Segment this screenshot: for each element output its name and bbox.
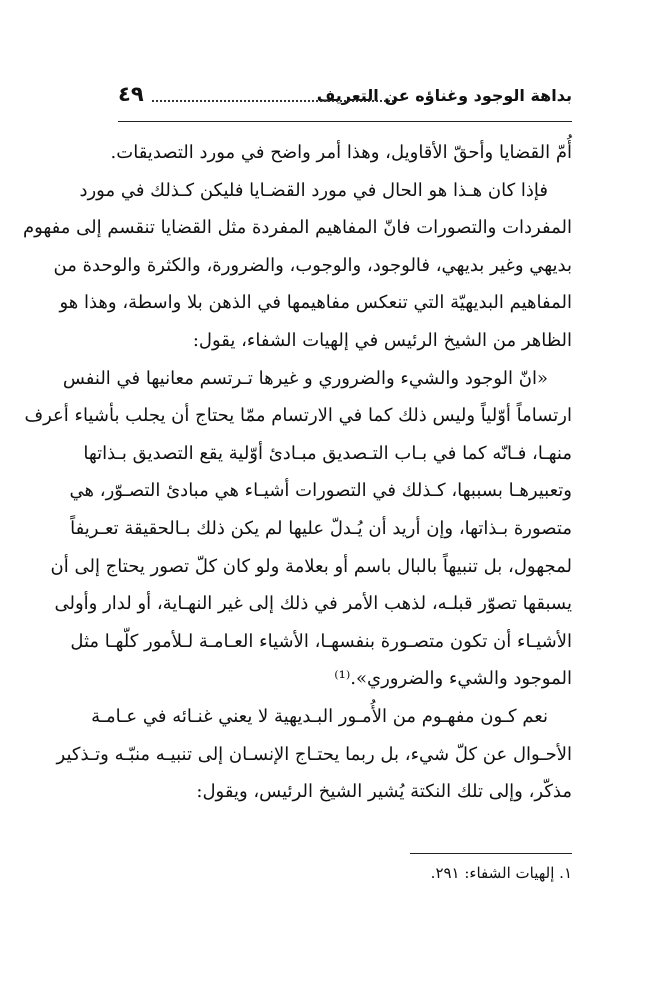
body-line: «انّ الوجود والشيء والضروري و غيرها تـرتسم معانيها في النفس [62, 367, 548, 389]
body-line: الأحـوال عن كلّ شيء، بل ربما يحتـاج الإنسـان إلى تنبيـه منبّـه وتـذكير [56, 743, 572, 765]
footnote-rule [410, 853, 572, 854]
running-title: بداهة الوجود وغناؤه عن التعريف [316, 86, 572, 105]
body-line: فإذا كان هـذا هو الحال في مورد القضـايا فليكن كـذلك في مورد [79, 179, 548, 201]
body-line: الموجود والشيء والضروري».⁽¹⁾ [334, 668, 572, 690]
running-header [118, 82, 572, 116]
body-line: نعم كـون مفهـوم من الأُمـور البـديهية لا يعني غنـائه في عـامـة [91, 705, 548, 727]
body-line: متصورة بـذاتها، وإن أريد أن يُـدلّ عليها لم يكن ذلك بـالحقيقة تعـريفاً [70, 517, 572, 539]
body-line: أُمّ القضايا وأحقّ الأقاويل، وهذا أمر واضح في مورد التصديقات. [110, 142, 572, 163]
footnote: ١. إلهيات الشفاء: ٢٩١. [430, 864, 572, 882]
body-line: المفردات والتصورات فانّ المفاهيم المفردة مثل القضايا تنقسم إلى مفهوم [22, 217, 572, 239]
body-line: الأشيـاء أن تكون متصـورة بنفسهـا، الأشياء العـامـة لـلأمور كلّهـا مثل [70, 630, 572, 652]
body-text [22, 134, 572, 811]
page-number: ٤٩ [118, 82, 144, 106]
body-line: يسبقها تصوّر قبلـه، لذهب الأمر في ذلك إلى غير النهـاية، أو لدار وأولى [54, 593, 572, 615]
header-rule [118, 121, 572, 122]
body-line: منهـا، فـانّه كما في بـاب التـصديق مبـادئ أوّلية يقع التصديق بـذاتها [83, 442, 572, 464]
body-line: وتعبيرهـا بسببها، كـذلك في التصورات أشيـاء هي مبادئ التصـوّر، هي [69, 480, 572, 502]
body-line: الظاهر من الشيخ الرئيس في إلهيات الشفاء، يقول: [192, 329, 572, 351]
body-line: مذكّر، وإلى تلك النكتة يُشير الشيخ الرئيس، ويقول: [196, 781, 572, 803]
body-line: لمجهول، بل تنبيهاً بالبال باسم أو بعلامة ولو كان كلّ تصور يحتاج إلى أن [50, 555, 572, 577]
body-line: ارتساماً أوّلياً وليس ذلك كما في الارتسام ممّا يحتاج أن يجلب بأشياء أعرف [24, 405, 572, 427]
dotted-leader [152, 100, 394, 102]
body-line: المفاهيم البديهيّة التي تنعكس مفاهيمها في الذهن بلا واسطة، وهذا هو [59, 292, 572, 314]
body-line: بديهي وغير بديهي، فالوجود، والوجوب، والضرورة، والكثرة والوحدة من [53, 254, 572, 276]
